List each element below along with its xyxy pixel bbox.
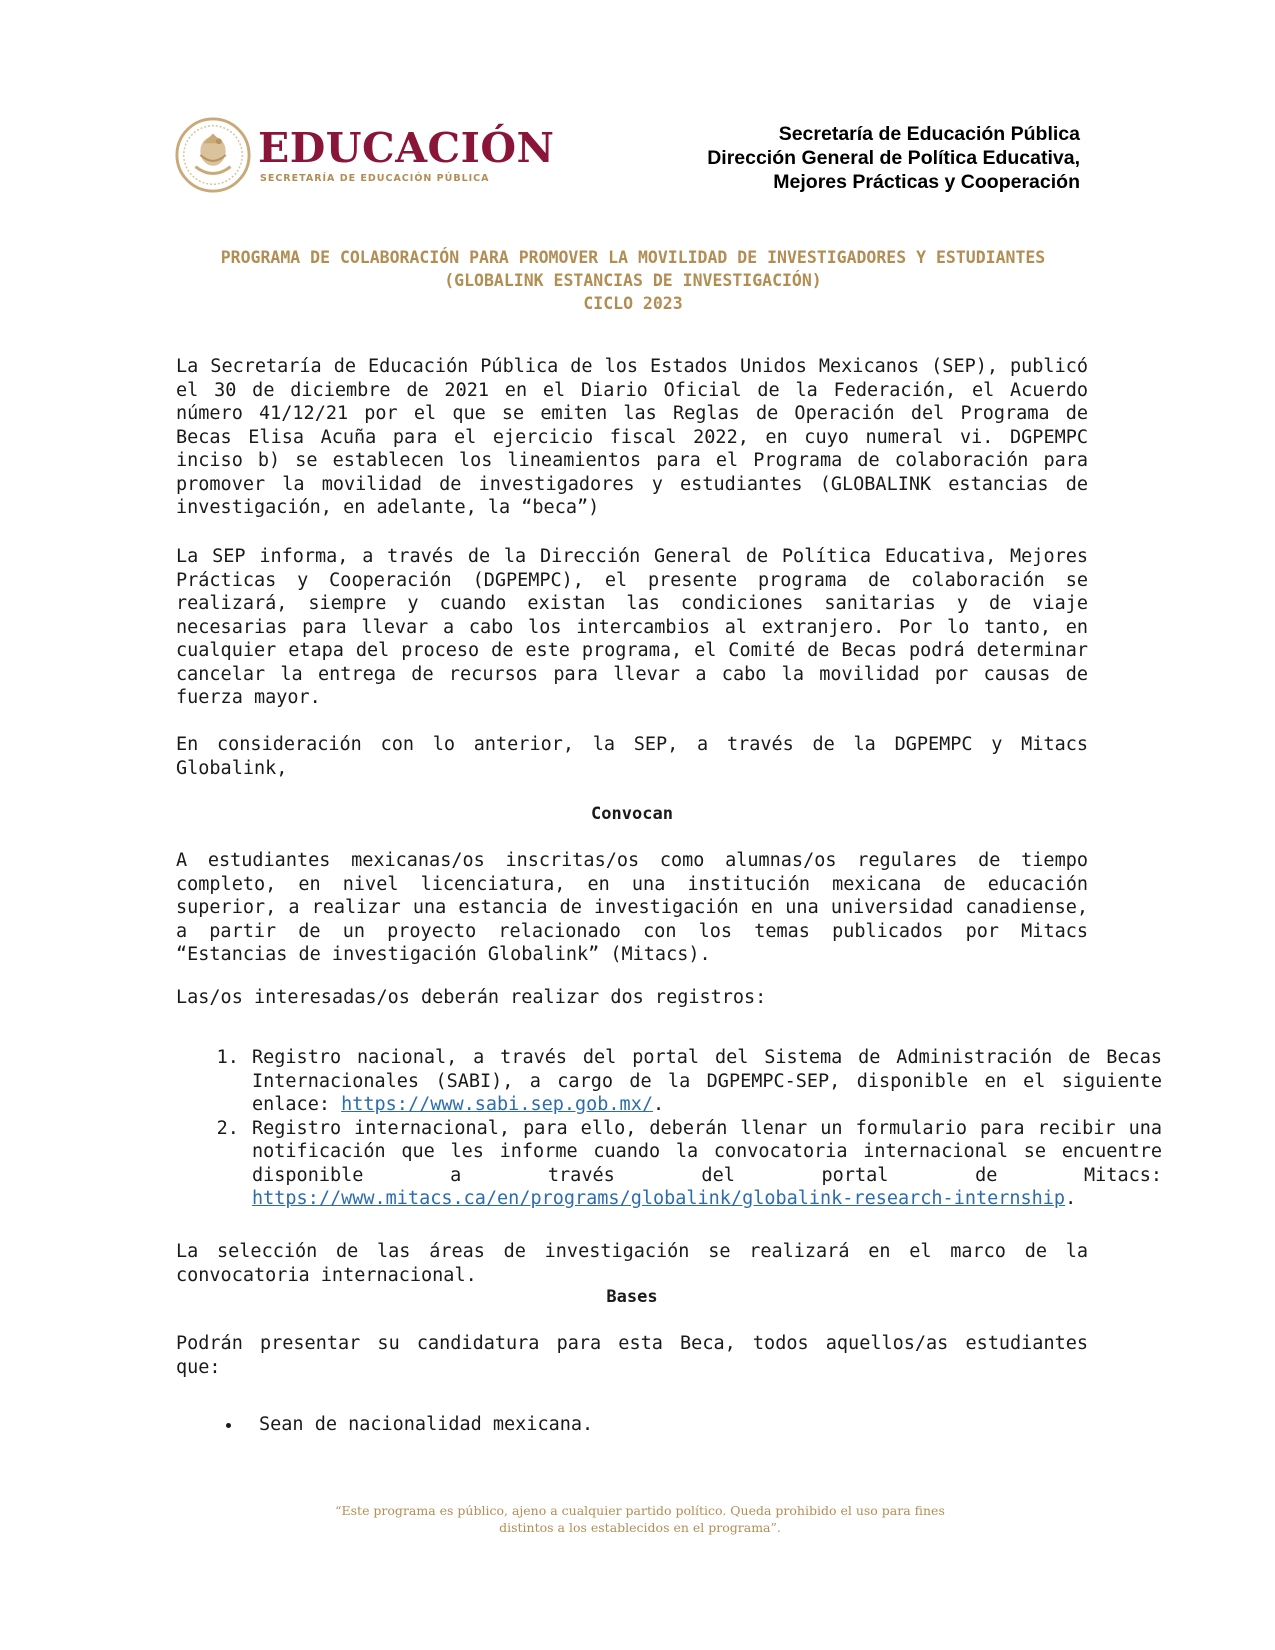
logo-subtitle: SECRETARÍA DE EDUCACIÓN PÚBLICA	[260, 173, 490, 184]
heading-bases: Bases	[606, 1287, 658, 1307]
footer-disclaimer	[200, 1502, 1080, 1536]
paragraph-candidatura: Podrán presentar su candidatura para esta Beca, todos aquellos/as estudiantes que:	[176, 1333, 1088, 1378]
institution-line-2: Dirección General de Política Educativa,	[707, 147, 1080, 169]
national-seal-icon	[174, 116, 252, 194]
list-item	[250, 1117, 1162, 1211]
sabi-link[interactable]: https://www.sabi.sep.gob.mx/	[341, 1094, 653, 1115]
logo-wordmark: EDUCACIÓN	[258, 124, 555, 172]
registration-text: Registro nacional, a través del portal del Sistema de Administración de Becas Internacionales (SABI), a cargo de la DGPEMPC-SEP, disponible en el siguiente enlace:	[252, 1047, 1162, 1115]
punctuation: .	[1065, 1188, 1077, 1209]
paragraph-consideracion: En consideración con lo anterior, la SEP, a través de la DGPEMPC y Mitacs Globalink,	[176, 734, 1088, 779]
paragraph-seleccion: La selección de las áreas de investigación se realizará en el marco de la convocatoria internacional.	[176, 1241, 1088, 1286]
title-line-3: CICLO 2023	[583, 294, 683, 313]
institution-line-3: Mejores Prácticas y Cooperación	[773, 171, 1080, 193]
list-item	[250, 1046, 1162, 1117]
footer-line-2: distintos a los establecidos en el programa”.	[499, 1520, 781, 1535]
list-item: • Sean de nacionalidad mexicana.	[243, 1413, 1155, 1437]
paragraph-intro: La Secretaría de Educación Pública de los Estados Unidos Mexicanos (SEP), publicó el 30 de diciembre de 2021 en el Diario Oficial de la Federación, el Acuerdo número 41/12/21 por el que se emiten las Reglas de Operación del Programa de Becas Elisa Acuña para el ejercicio fiscal 2022, en cuyo numeral vi. DGPEMPC inciso b) se establecen los lineamientos para el Programa de colaboración para promover la movilidad de investigadores y estudiantes (GLOBALINK estancias de investigación, en adelante, la “beca”)	[176, 356, 1088, 518]
punctuation: .	[652, 1094, 665, 1115]
sep-logo	[174, 116, 555, 196]
institution-block	[707, 122, 1080, 194]
title-line-1: PROGRAMA DE COLABORACIÓN PARA PROMOVER LA MOVILIDAD DE INVESTIGADORES Y ESTUDIANTES	[220, 248, 1046, 267]
paragraph-registros-intro: Las/os interesadas/os deberán realizar dos registros:	[176, 987, 767, 1008]
mitacs-link[interactable]: https://www.mitacs.ca/en/programs/globalink/globalink-research-internship	[252, 1188, 1066, 1209]
registration-text: Registro internacional, para ello, deberán llenar un formulario para recibir una notificación que les informe cuando la convocatoria internacional se encuentre disponible a través del portal de Mitacs:	[252, 1117, 1162, 1186]
requirements-list	[176, 1413, 1155, 1437]
institution-line-1: Secretaría de Educación Pública	[778, 123, 1080, 145]
paragraph-convocatoria: A estudiantes mexicanas/os inscritas/os como alumnas/os regulares de tiempo completo, en nivel licenciatura, en una institución mexicana de educación superior, a realizar una estancia de investigación en una universidad canadiense, a partir de un proyecto relacionado con los temas publicados por Mitacs “Estancias de investigación Globalink” (Mitacs).	[176, 850, 1088, 965]
document-title	[178, 246, 1088, 315]
paragraph-sep-informa: La SEP informa, a través de la Dirección General de Política Educativa, Mejores Prácticas y Cooperación (DGPEMPC), el presente programa de colaboración se realizará, siempre y cuando existan las condiciones sanitarias y de viaje necesarias para llevar a cabo los intercambios al extranjero. Por lo tanto, en cualquier etapa del proceso de este programa, el Comité de Becas podrá determinar cancelar la entrega de recursos para llevar a cabo la movilidad por causas de fuerza mayor.	[176, 546, 1088, 708]
footer-line-1: “Este programa es público, ajeno a cualquier partido político. Queda prohibido el uso para fines	[335, 1503, 945, 1518]
heading-convocan: Convocan	[591, 804, 673, 824]
title-line-2: (GLOBALINK ESTANCIAS DE INVESTIGACIÓN)	[444, 271, 822, 290]
registration-list	[176, 1046, 1162, 1211]
